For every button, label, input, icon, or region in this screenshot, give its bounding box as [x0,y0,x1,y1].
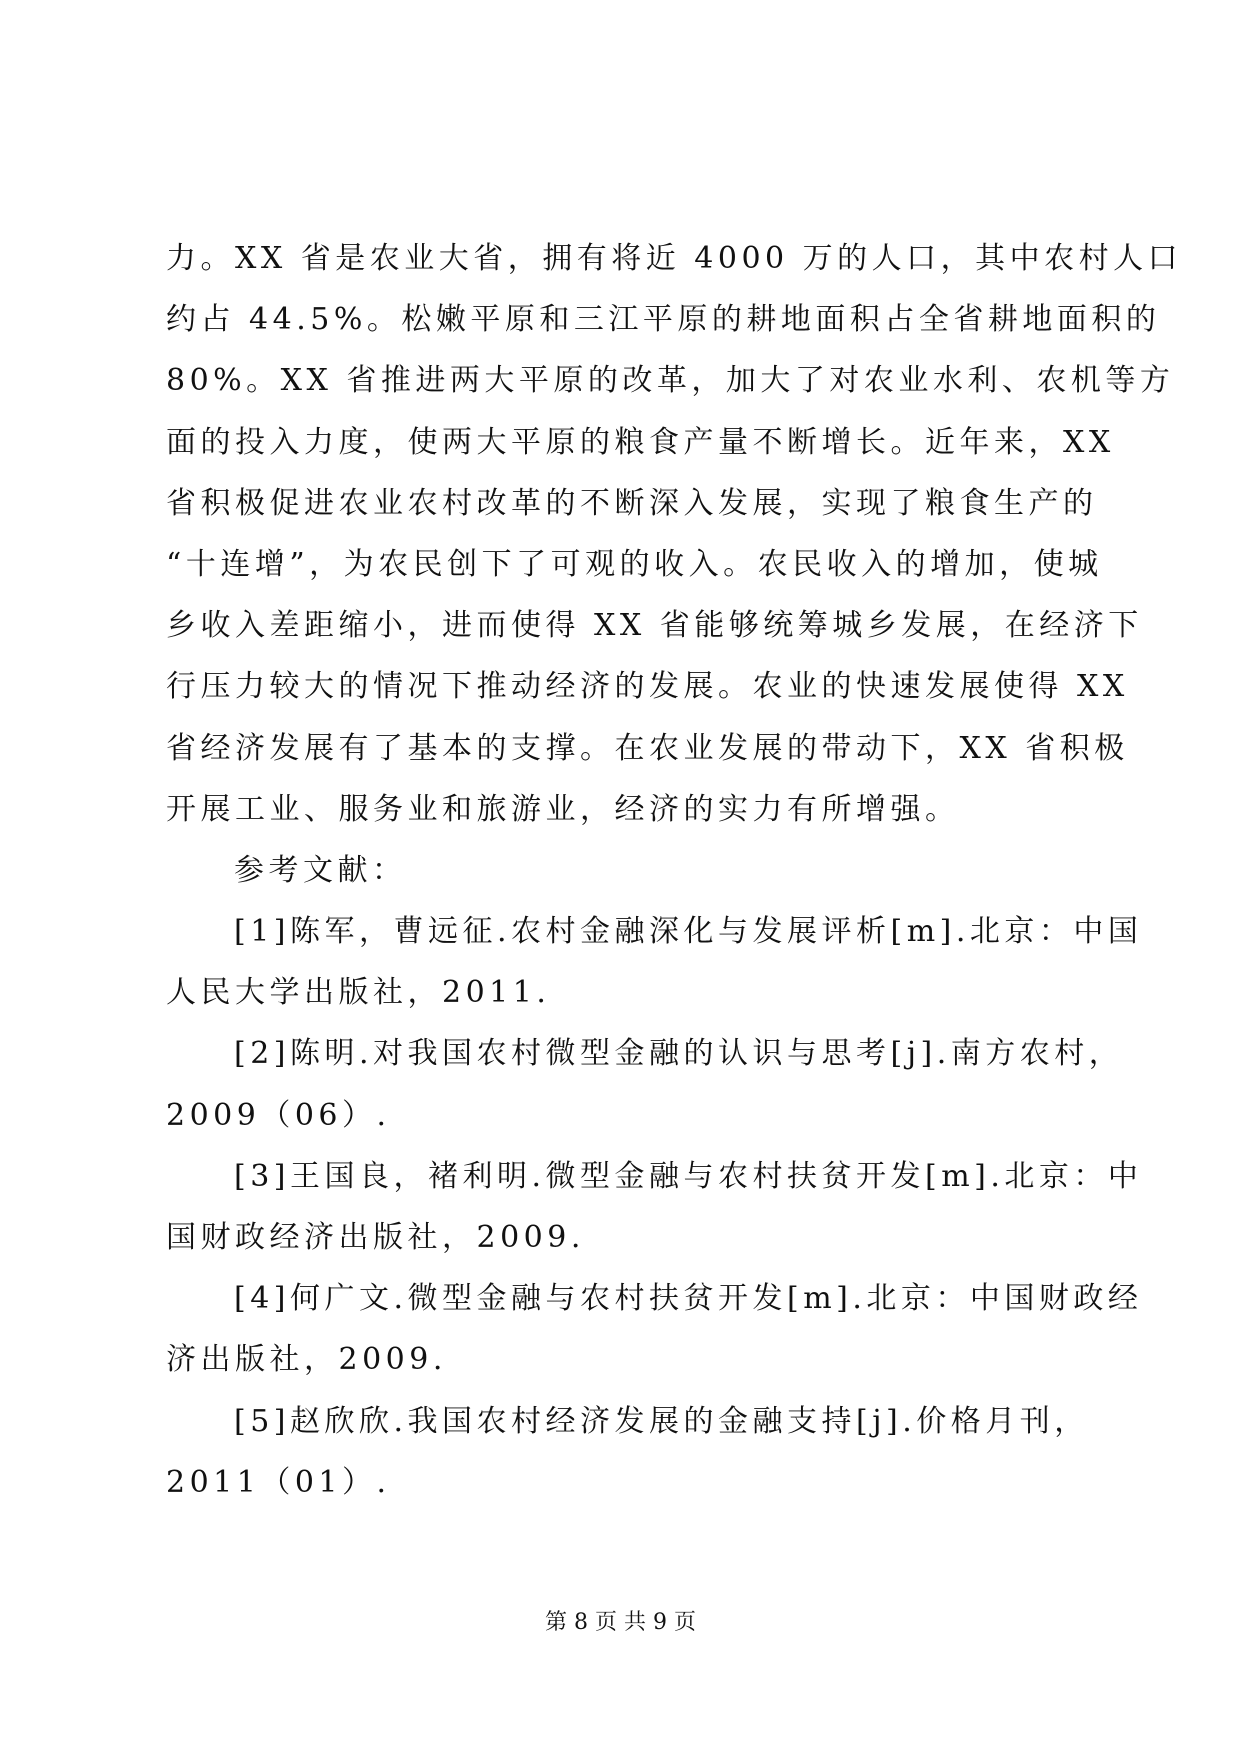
paragraph-line: 乡收入差距缩小，进而使得 XX 省能够统筹城乡发展，在经济下 [166,608,1143,644]
reference-line: [2]陈明.对我国农村微型金融的认识与思考[j].南方农村， [234,1036,1124,1072]
paragraph-line: 约占 44.5%。松嫩平原和三江平原的耕地面积占全省耕地面积的 [166,302,1161,338]
paragraph-line: “十连增”，为农民创下了可观的收入。农民收入的增加，使城 [166,546,1103,582]
paragraph-line: 行压力较大的情况下推动经济的发展。农业的快速发展使得 XX [166,669,1129,705]
paragraph-line: 力。XX 省是农业大省，拥有将近 4000 万的人口，其中农村人口 [166,241,1183,276]
reference-line: 人民大学出版社，2011. [166,975,551,1011]
reference-line: 2011（01）. [166,1464,391,1500]
reference-line: [5]赵欣欣.我国农村经济发展的金融支持[j].价格月刊， [234,1403,1089,1439]
body-text [166,228,1183,1513]
reference-line: [1]陈军，曹远征.农村金融深化与发展评析[m].北京：中国 [234,914,1143,950]
references-heading: 参考文献： [234,852,407,888]
reference-line: [3]王国良，褚利明.微型金融与农村扶贫开发[m].北京：中 [234,1158,1143,1194]
paragraph-line: 80%。XX 省推进两大平原的改革，加大了对农业水利、农机等方 [166,363,1175,399]
page-number-footer: 第 8 页 共 9 页 [545,1610,696,1635]
reference-line: 济出版社，2009. [166,1342,447,1378]
paragraph-line: 开展工业、服务业和旅游业，经济的实力有所增强。 [166,791,960,827]
paragraph-line: 面的投入力度，使两大平原的粮食产量不断增长。近年来，XX [166,424,1115,460]
reference-line: 国财政经济出版社，2009. [166,1220,585,1255]
paragraph-line: 省积极促进农业农村改革的不断深入发展，实现了粮食生产的 [166,485,1098,521]
paragraph-line: 省经济发展有了基本的支撑。在农业发展的带动下，XX 省积极 [166,730,1129,766]
reference-line: [4]何广文.微型金融与农村扶贫开发[m].北京：中国财政经 [234,1281,1143,1317]
reference-line: 2009（06）. [166,1097,391,1133]
